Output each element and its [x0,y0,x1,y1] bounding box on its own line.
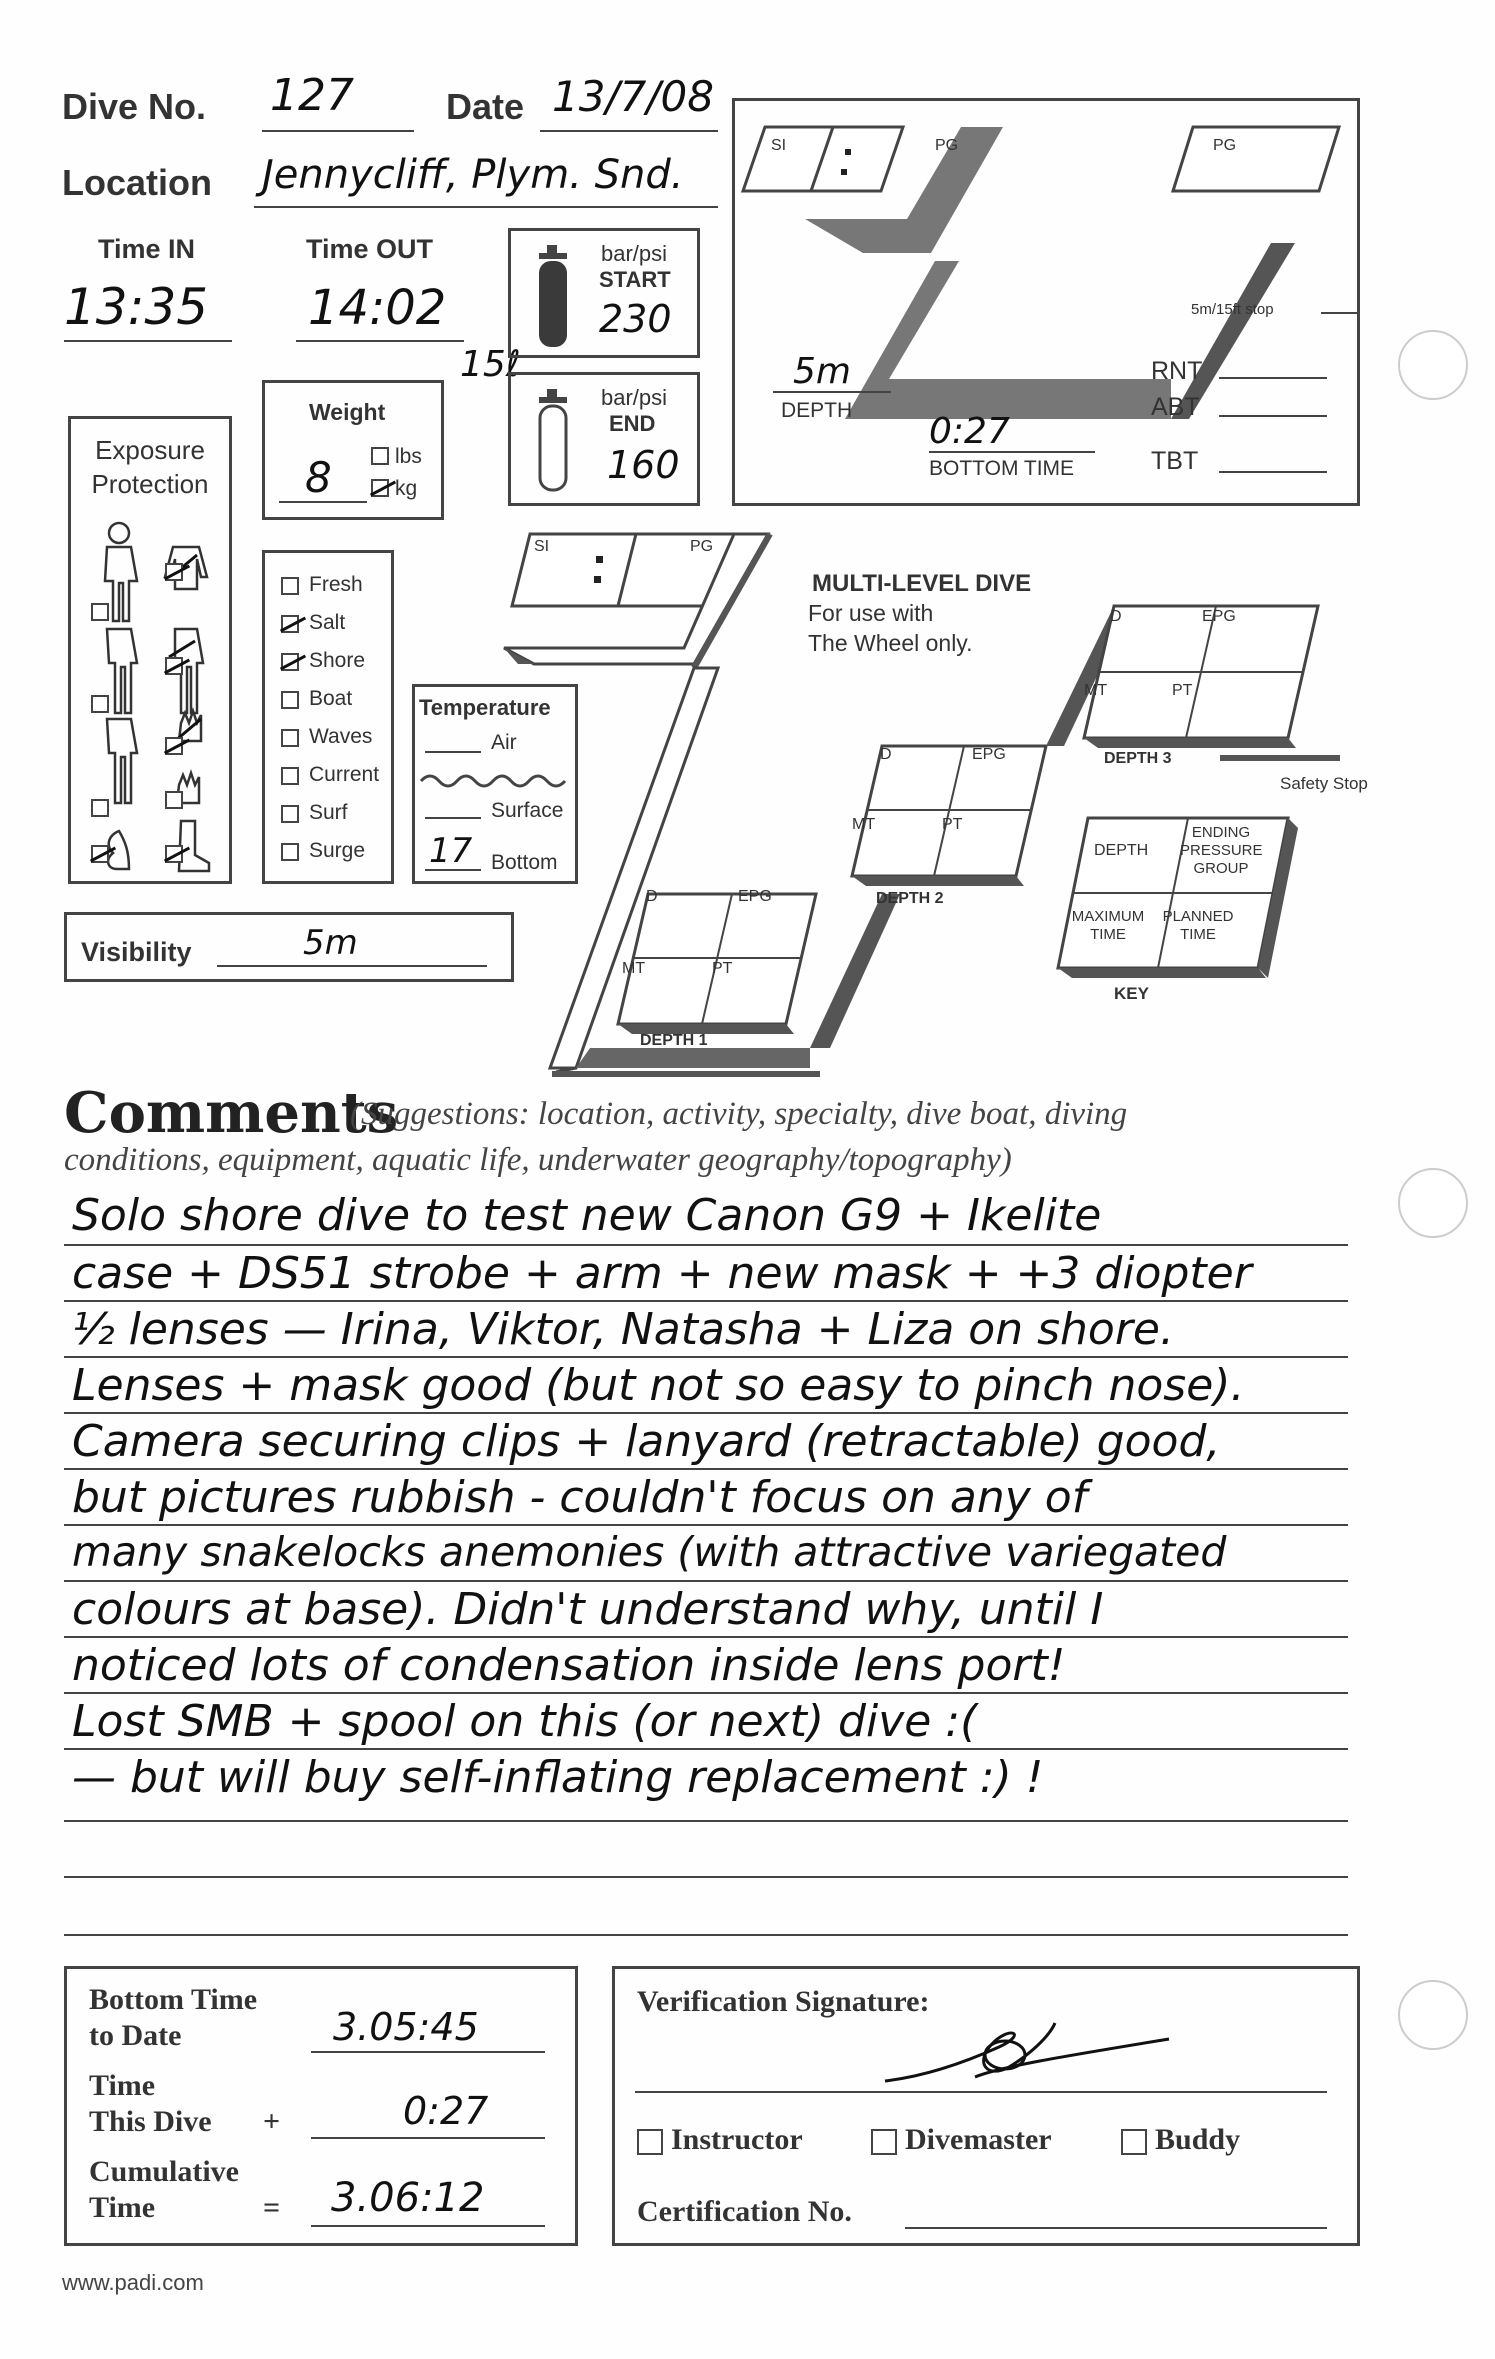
multilevel-title: MULTI-LEVEL DIVE [812,570,1032,597]
current-checkbox[interactable] [281,767,299,785]
cylinder-note: 15ℓ [460,344,521,385]
exposure-checkbox-2[interactable] [165,563,183,581]
boat-label: Boat [309,687,353,710]
comment-rule-5 [64,1468,1348,1470]
comment-rule-3 [64,1356,1348,1358]
depth-label: DEPTH [781,399,853,422]
dive-no-value[interactable]: 127 [270,70,354,121]
time-in-value[interactable]: 13:35 [64,278,209,336]
cum-label-1: Cumulative [89,2155,239,2188]
salt-checkbox[interactable] [281,615,299,633]
comment-rule-6 [64,1524,1348,1526]
multilevel-subtitle-2: The Wheel only. [808,630,973,656]
d2-mt-label: MT [852,816,876,833]
location-value[interactable]: Jennycliff, Plym. Snd. [262,152,684,198]
d1-pt-label: PT [712,960,733,977]
ttd-label-1: Time [89,2069,156,2102]
depth3-label: DEPTH 3 [1104,750,1172,767]
waves-checkbox[interactable] [281,729,299,747]
comment-line-8[interactable]: colours at base). Didn't understand why, until I [72,1584,1104,1635]
boat-checkbox[interactable] [281,691,299,709]
depth1-label: DEPTH 1 [640,1032,708,1049]
surface-line [425,817,481,819]
kg-checkbox[interactable] [371,479,389,497]
comment-line-2[interactable]: case + DS51 strobe + arm + new mask + +3 diopter [72,1248,1252,1299]
exposure-checkbox-1[interactable] [91,603,109,621]
d2-d-label: D [880,746,892,763]
surge-checkbox[interactable] [281,843,299,861]
comment-line-4[interactable]: Lenses + mask good (but not so easy to pinch nose). [72,1360,1245,1411]
date-label: Date [446,86,525,127]
divemaster-checkbox[interactable] [871,2129,897,2155]
bottom-temp-value[interactable]: 17 [429,831,473,871]
dive-profile-box [732,98,1360,506]
abt-line [1219,415,1327,417]
cum-line [311,2225,545,2227]
comment-rule-12 [64,1876,1348,1878]
equals-sign: = [263,2191,281,2224]
key-depth-label: DEPTH [1094,842,1149,859]
pg-label-1: PG [935,137,959,154]
visibility-box [64,912,514,982]
bottom-time-line [929,451,1095,453]
signature-mark [879,2017,1179,2097]
abt-label: ABT [1151,393,1200,421]
bottom-time-label: BOTTOM TIME [929,457,1075,480]
start-unit-label: bar/psi [601,241,668,266]
key-pt-label: PLANNED TIME [1162,908,1234,943]
exposure-checkbox-6[interactable] [165,737,183,755]
comment-rule-8 [64,1636,1348,1638]
buddy-label: Buddy [1155,2123,1241,2156]
ml-pg-label: PG [690,538,714,555]
exposure-title-1: Exposure [95,435,205,465]
safety-stop-label: Safety Stop [1280,774,1368,793]
fresh-checkbox[interactable] [281,577,299,595]
ml-si-label: SI [534,538,550,555]
time-out-line [296,340,464,342]
btd-label-2: to Date [89,2019,182,2052]
surf-checkbox[interactable] [281,805,299,823]
depth2-label: DEPTH 2 [876,890,944,907]
end-pressure-value[interactable]: 160 [607,443,680,487]
exposure-checkbox-9[interactable] [165,845,183,863]
end-label: END [609,411,656,436]
depth-line [773,391,891,393]
location-label: Location [62,162,212,203]
rnt-label: RNT [1151,357,1203,385]
totals-box [64,1966,578,2246]
multilevel-subtitle-1: For use with [808,600,934,626]
d3-mt-label: MT [1084,682,1108,699]
exposure-title-2: Protection [91,469,209,499]
binder-hole-bottom [1398,1980,1468,2050]
surf-label: Surf [309,801,348,824]
d3-pt-label: PT [1172,682,1193,699]
end-unit-label: bar/psi [601,385,668,410]
d1-epg-label: EPG [738,888,772,905]
date-value[interactable]: 13/7/08 [552,72,714,121]
exposure-checkbox-5[interactable] [91,799,109,817]
waves-label: Waves [309,725,373,748]
comment-rule-1 [64,1244,1348,1246]
dive-no-line [262,130,414,132]
exposure-checkbox-8[interactable] [91,845,109,863]
shore-checkbox[interactable] [281,653,299,671]
comment-rule-13 [64,1934,1348,1936]
comment-rule-9 [64,1692,1348,1694]
comment-rule-2 [64,1300,1348,1302]
ttd-value[interactable]: 0:27 [403,2089,489,2133]
key-epg-label: ENDING PRESSURE GROUP [1180,824,1263,877]
bottom-time-value[interactable]: 0:27 [929,411,1010,452]
comment-line-7[interactable]: many snakelocks anemonies (with attractive variegated [72,1528,1227,1576]
time-out-value[interactable]: 14:02 [308,280,447,336]
comment-rule-7 [64,1580,1348,1582]
time-in-label: Time IN [98,234,196,264]
btd-value[interactable]: 3.05:45 [333,2005,479,2049]
current-label: Current [309,763,380,786]
comment-rule-11 [64,1820,1348,1822]
comment-line-9[interactable]: noticed lots of condensation inside lens port! [72,1640,1066,1691]
comments-hint-1: (Suggestions: location, activity, specialty, dive boat, diving [350,1096,1128,1132]
weight-line [279,501,367,503]
stop-label: 5m/15ft stop [1191,301,1274,318]
d2-pt-label: PT [942,816,963,833]
si-label: SI [771,137,787,154]
air-line [425,751,481,753]
comment-line-11[interactable]: — but will buy self-inflating replacement :) ! [72,1752,1044,1803]
signature-line [635,2091,1327,2093]
certification-label: Certification No. [637,2195,852,2228]
tank-start-box [508,228,700,358]
certification-line [905,2227,1327,2229]
shore-label: Shore [309,649,366,672]
tbt-line [1219,471,1327,473]
btd-line [311,2051,545,2053]
exposure-checkbox-4[interactable] [165,657,183,675]
lbs-checkbox[interactable] [371,447,389,465]
comment-line-3[interactable]: ½ lenses — Irina, Viktor, Natasha + Liza on shore. [72,1304,1174,1355]
air-label: Air [491,731,517,754]
rnt-line [1219,377,1327,379]
comment-line-5[interactable]: Camera securing clips + lanyard (retractable) good, [72,1416,1221,1467]
surge-label: Surge [309,839,366,862]
visibility-label: Visibility [81,937,192,967]
divemaster-label: Divemaster [905,2123,1052,2156]
key-label: KEY [1114,984,1149,1003]
fresh-label: Fresh [309,573,363,596]
binder-hole-middle [1398,1168,1468,1238]
exposure-checkbox-3[interactable] [91,695,109,713]
pg-label-2: PG [1213,137,1237,154]
bottom-label: Bottom [491,851,558,874]
comments-hint-2: conditions, equipment, aquatic life, underwater geography/topography) [64,1142,1012,1178]
depth-value[interactable]: 5m [793,351,851,392]
comment-line-1[interactable]: Solo shore dive to test new Canon G9 + Ikelite [72,1190,1102,1241]
buddy-checkbox[interactable] [1121,2129,1147,2155]
weight-value[interactable]: 8 [305,453,332,502]
comment-rule-4 [64,1412,1348,1414]
d2-epg-label: EPG [972,746,1006,763]
visibility-value[interactable]: 5m [303,923,358,963]
salt-label: Salt [309,611,346,634]
temperature-title: Temperature [419,695,551,720]
d1-mt-label: MT [622,960,646,977]
conditions-box [262,550,394,884]
location-line [254,206,718,208]
comments-title: Comments [64,1080,399,1146]
time-in-line [64,340,232,342]
ttd-line [311,2137,545,2139]
plus-sign: + [263,2105,281,2138]
verification-title: Verification Signature: [637,1985,930,2018]
tbt-label: TBT [1151,447,1199,475]
lbs-label: lbs [395,445,422,468]
kg-label: kg [395,477,418,500]
start-pressure-value[interactable]: 230 [599,297,672,341]
verification-box [612,1966,1360,2246]
comment-line-10[interactable]: Lost SMB + spool on this (or next) dive :( [72,1696,978,1747]
exposure-checkbox-7[interactable] [165,791,183,809]
time-out-label: Time OUT [306,234,434,264]
weight-label: Weight [309,399,386,425]
dive-no-label: Dive No. [62,86,207,127]
surface-label: Surface [491,799,564,822]
tank-empty-icon [535,389,571,493]
d3-epg-label: EPG [1202,608,1236,625]
weight-box [262,380,444,520]
start-label: START [599,267,671,292]
cum-value[interactable]: 3.06:12 [331,2175,485,2221]
exposure-protection-box [68,416,232,884]
visibility-line [217,965,487,967]
d1-d-label: D [646,888,658,905]
date-line [540,130,718,132]
instructor-label: Instructor [671,2123,803,2156]
cum-label-2: Time [89,2191,156,2224]
ttd-label-2: This Dive [89,2105,212,2138]
key-mt-label: MAXIMUM TIME [1071,908,1145,943]
instructor-checkbox[interactable] [637,2129,663,2155]
tank-full-icon [535,245,571,349]
btd-label-1: Bottom Time [89,1983,258,2016]
comment-rule-10 [64,1748,1348,1750]
comment-line-6[interactable]: but pictures rubbish - couldn't focus on any of [72,1472,1088,1523]
d3-d-label: D [1110,608,1122,625]
tank-end-box [508,372,700,506]
binder-hole-top [1398,330,1468,400]
footer-url: www.padi.com [62,2270,204,2295]
bottom-temp-line [425,869,481,871]
multilevel-dive-area [480,528,1380,1088]
